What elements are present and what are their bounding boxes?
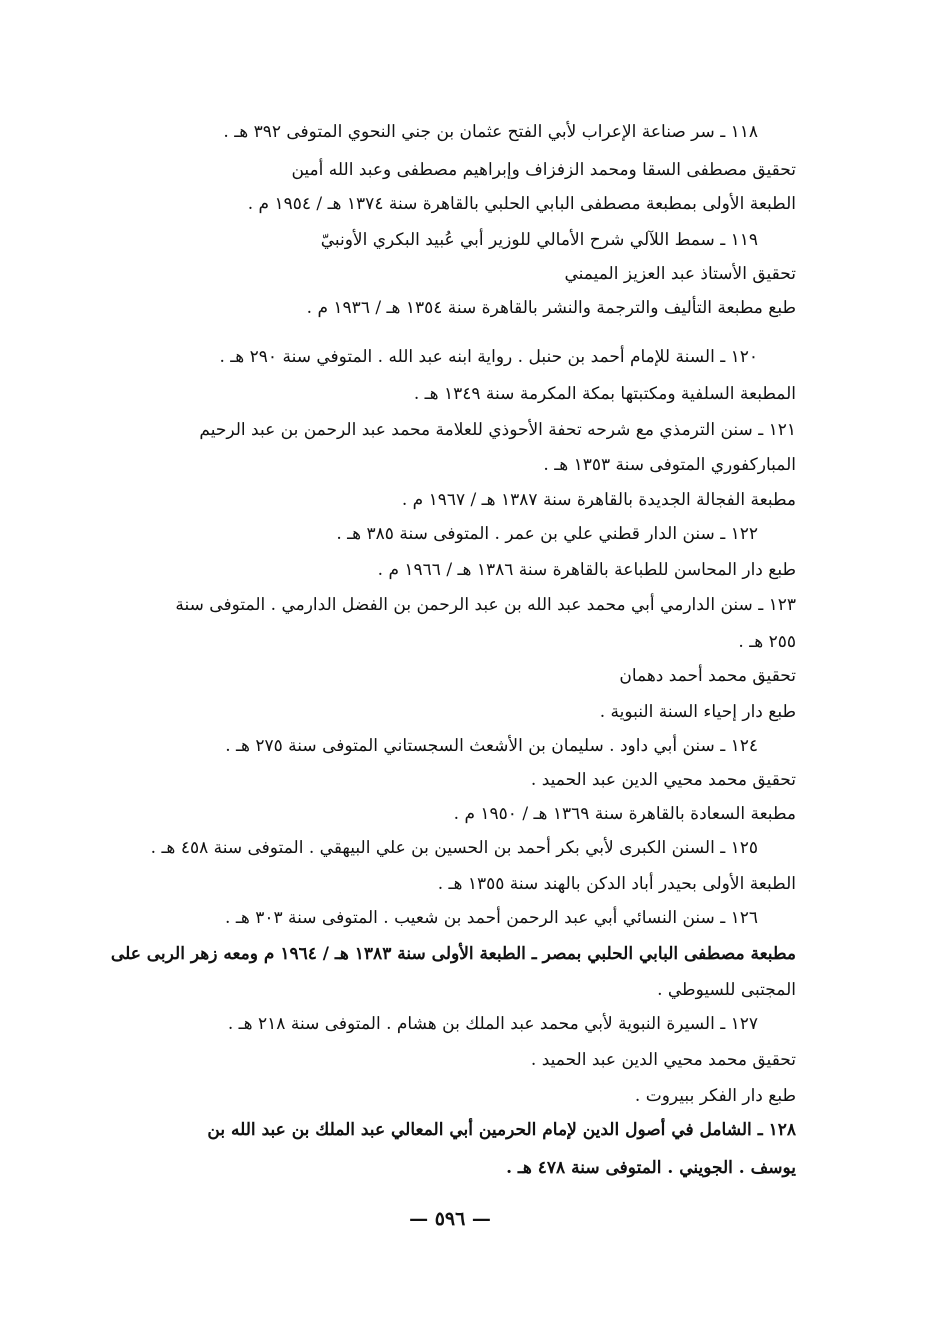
entry-120-edition: المطبعة السلفية ومكتبتها بمكة المكرمة سنة ١٣٤٩ هـ . xyxy=(413,384,796,404)
entry-125-edition: الطبعة الأولى بحيدر أباد الدكن بالهند سنة ١٣٥٥ هـ . xyxy=(437,874,796,894)
entry-123-title-cont: ٢٥٥ هـ . xyxy=(738,632,796,652)
entry-122-edition: طبع دار المحاسن للطباعة بالقاهرة سنة ١٣٨٦ هـ / ١٩٦٦ م . xyxy=(377,560,796,580)
entry-118-editor: تحقيق مصطفى السقا ومحمد الزفزاف وإبراهيم مصطفى وعبد الله أمين xyxy=(291,160,796,180)
entry-128-title: ١٢٨ ـ الشامل في أصول الدين لإمام الحرمين أبي المعالي عبد الملك بن عبد الله بن xyxy=(207,1120,796,1140)
entry-124-edition: مطبعة السعادة بالقاهرة سنة ١٣٦٩ هـ / ١٩٥٠ م . xyxy=(453,804,796,824)
entry-122-title: ١٢٢ ـ سنن الدار قطني علي بن عمر . المتوفى سنة ٣٨٥ هـ . xyxy=(336,524,758,544)
entry-121-edition: مطبعة الفجالة الجديدة بالقاهرة سنة ١٣٨٧ هـ / ١٩٦٧ م . xyxy=(401,490,796,510)
entry-127-editor: تحقيق محمد محيي الدين عبد الحميد . xyxy=(530,1050,796,1070)
entry-126-edition-cont: المجتبى للسيوطي . xyxy=(657,980,796,1000)
entry-123-title: ١٢٣ ـ سنن الدارمي أبي محمد عبد الله بن عبد الرحمن بن الفضل الدارمي . المتوفى سنة xyxy=(175,595,796,615)
entry-118-title: ١١٨ ـ سر صناعة الإعراب لأبي الفتح عثمان بن جني النحوي المتوفى ٣٩٢ هـ . xyxy=(223,122,758,142)
entry-119-edition: طبع مطبعة التأليف والترجمة والنشر بالقاهرة سنة ١٣٥٤ هـ / ١٩٣٦ م . xyxy=(306,298,796,318)
entry-127-edition: طبع دار الفكر ببيروت . xyxy=(634,1086,796,1106)
entry-126-title: ١٢٦ ـ سنن النسائي أبي عبد الرحمن أحمد بن شعيب . المتوفى سنة ٣٠٣ هـ . xyxy=(225,908,758,928)
entry-119-title: ١١٩ ـ سمط اللآلي شرح الأمالي للوزير أبي عُبيد البكري الأونبيّ xyxy=(320,230,758,250)
entry-124-editor: تحقيق محمد محيي الدين عبد الحميد . xyxy=(530,770,796,790)
entry-121-title-cont: المباركفوري المتوفى سنة ١٣٥٣ هـ . xyxy=(543,455,796,475)
entry-121-title: ١٢١ ـ سنن الترمذي مع شرحه تحفة الأحوذي للعلامة محمد عبد الرحمن بن عبد الرحيم xyxy=(199,420,796,440)
entry-119-editor: تحقيق الأستاذ عبد العزيز الميمني xyxy=(564,264,796,284)
entry-123-editor: تحقيق محمد أحمد دهمان xyxy=(619,666,796,686)
entry-124-title: ١٢٤ ـ سنن أبي داود . سليمان بن الأشعث السجستاني المتوفى سنة ٢٧٥ هـ . xyxy=(225,736,758,756)
entry-120-title: ١٢٠ ـ السنة للإمام أحمد بن حنبل . رواية ابنه عبد الله . المتوفي سنة ٢٩٠ هـ . xyxy=(219,347,758,367)
entry-128-title-cont: يوسف . الجويني . المتوفى سنة ٤٧٨ هـ . xyxy=(506,1158,796,1178)
entry-118-edition: الطبعة الأولى بمطبعة مصطفى البابي الحلبي بالقاهرة سنة ١٣٧٤ هـ / ١٩٥٤ م . xyxy=(247,194,796,214)
page-number: — ٥٩٦ — xyxy=(409,1208,491,1230)
entry-125-title: ١٢٥ ـ السنن الكبرى لأبي بكر أحمد بن الحسين بن علي البيهقي . المتوفى سنة ٤٥٨ هـ . xyxy=(150,838,758,858)
entry-126-edition: مطبعة مصطفى البابي الحلبي بمصر ـ الطبعة الأولى سنة ١٣٨٣ هـ / ١٩٦٤ م ومعه زهر الربى على xyxy=(110,944,796,964)
entry-123-edition: طبع دار إحياء السنة النبوية . xyxy=(599,702,796,722)
entry-127-title: ١٢٧ ـ السيرة النبوية لأبي محمد عبد الملك بن هشام . المتوفى سنة ٢١٨ هـ . xyxy=(227,1014,758,1034)
